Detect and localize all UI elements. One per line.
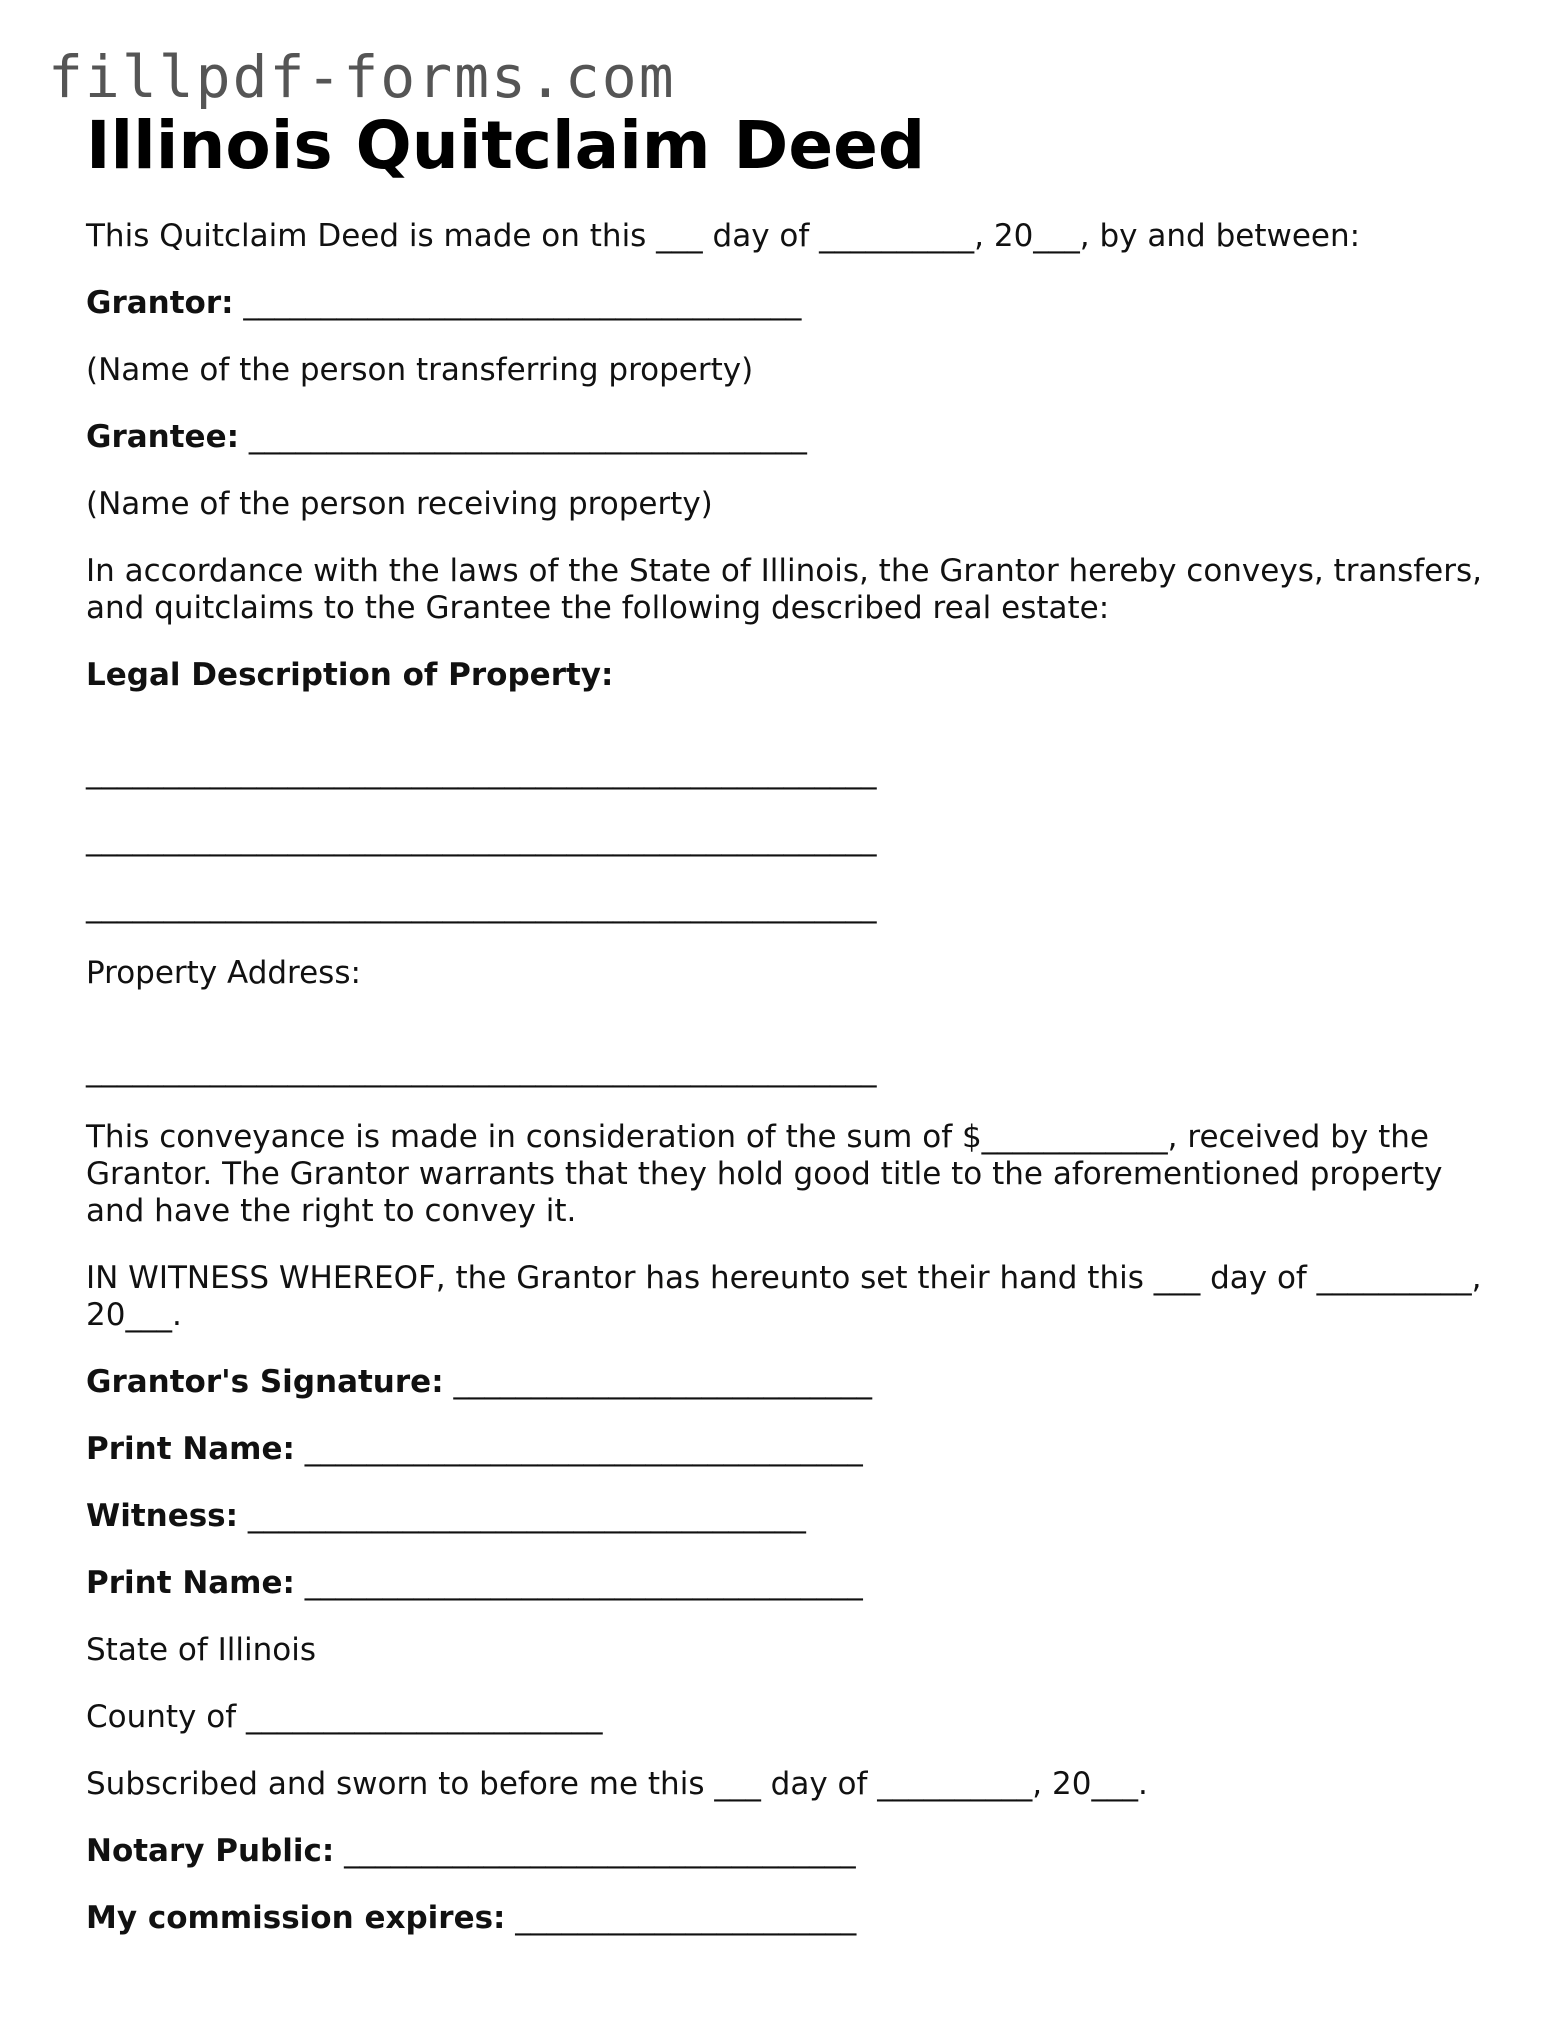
legal-description-line[interactable]: ___________________________________________________ xyxy=(86,821,877,857)
grantee-field xyxy=(86,419,1486,456)
witness-print-name-field xyxy=(86,1565,1486,1602)
property-address-line[interactable]: ___________________________________________________ xyxy=(86,1052,877,1088)
property-address-label: Property Address: xyxy=(86,955,361,991)
witness-print-name-label: Print Name: xyxy=(86,1565,295,1601)
watermark-text: fillpdf-forms.com xyxy=(48,43,676,111)
commission-label: My commission expires: xyxy=(86,1900,506,1936)
consideration-paragraph: This conveyance is made in consideration of the sum of $____________, received by the Grantor. The Grantor warrants that they hold good title to the aforementioned property and have the right to convey it. xyxy=(86,1119,1453,1229)
legal-description-line[interactable]: ___________________________________________________ xyxy=(86,888,877,924)
grantor-label: Grantor: xyxy=(86,285,234,321)
sworn-statement: Subscribed and sworn to before me this ___ day of __________, 20___. xyxy=(86,1766,1148,1802)
state-line: State of Illinois xyxy=(86,1632,317,1668)
grantee-blank[interactable]: ____________________________________ xyxy=(239,419,807,455)
grantee-label: Grantee: xyxy=(86,419,239,455)
intro-paragraph: This Quitclaim Deed is made on this ___ day of __________, 20___, by and between: xyxy=(86,218,1361,254)
grantor-print-name-blank[interactable]: ____________________________________ xyxy=(294,1431,863,1467)
witness-print-name-blank[interactable]: ____________________________________ xyxy=(294,1565,863,1601)
document-title: Illinois Quitclaim Deed xyxy=(86,107,926,184)
grantee-note: (Name of the person receiving property) xyxy=(86,486,713,522)
grantor-print-name-label: Print Name: xyxy=(86,1431,295,1467)
commission-blank[interactable]: ______________________ xyxy=(505,1900,857,1936)
grantor-signature-field xyxy=(86,1364,1486,1401)
grantor-blank[interactable]: ____________________________________ xyxy=(233,285,802,321)
deed-body xyxy=(86,218,1492,1967)
legal-description-label: Legal Description of Property: xyxy=(86,657,614,693)
notary-field xyxy=(86,1833,1486,1870)
witness-label: Witness: xyxy=(86,1498,239,1534)
grantor-print-name-field xyxy=(86,1431,1486,1468)
witness-blank[interactable]: ____________________________________ xyxy=(238,1498,806,1534)
witness-clause: IN WITNESS WHEREOF, the Grantor has hereunto set their hand this ___ day of __________, 20___. xyxy=(86,1260,1492,1333)
notary-blank[interactable]: _________________________________ xyxy=(334,1833,856,1869)
grantor-note: (Name of the person transferring property) xyxy=(86,352,754,388)
county-line: County of _______________________ xyxy=(86,1699,603,1735)
grantor-signature-blank[interactable]: ___________________________ xyxy=(443,1364,872,1400)
grantor-signature-label: Grantor's Signature: xyxy=(86,1364,444,1400)
grantor-field xyxy=(86,285,1486,322)
witness-field xyxy=(86,1498,1486,1535)
conveyance-clause: In accordance with the laws of the State of Illinois, the Grantor hereby conveys, transfers, and quitclaims to the Grantee the following described real estate: xyxy=(86,553,1492,626)
notary-label: Notary Public: xyxy=(86,1833,335,1869)
legal-description-line[interactable]: ___________________________________________________ xyxy=(86,754,877,790)
commission-field xyxy=(86,1900,1486,1937)
